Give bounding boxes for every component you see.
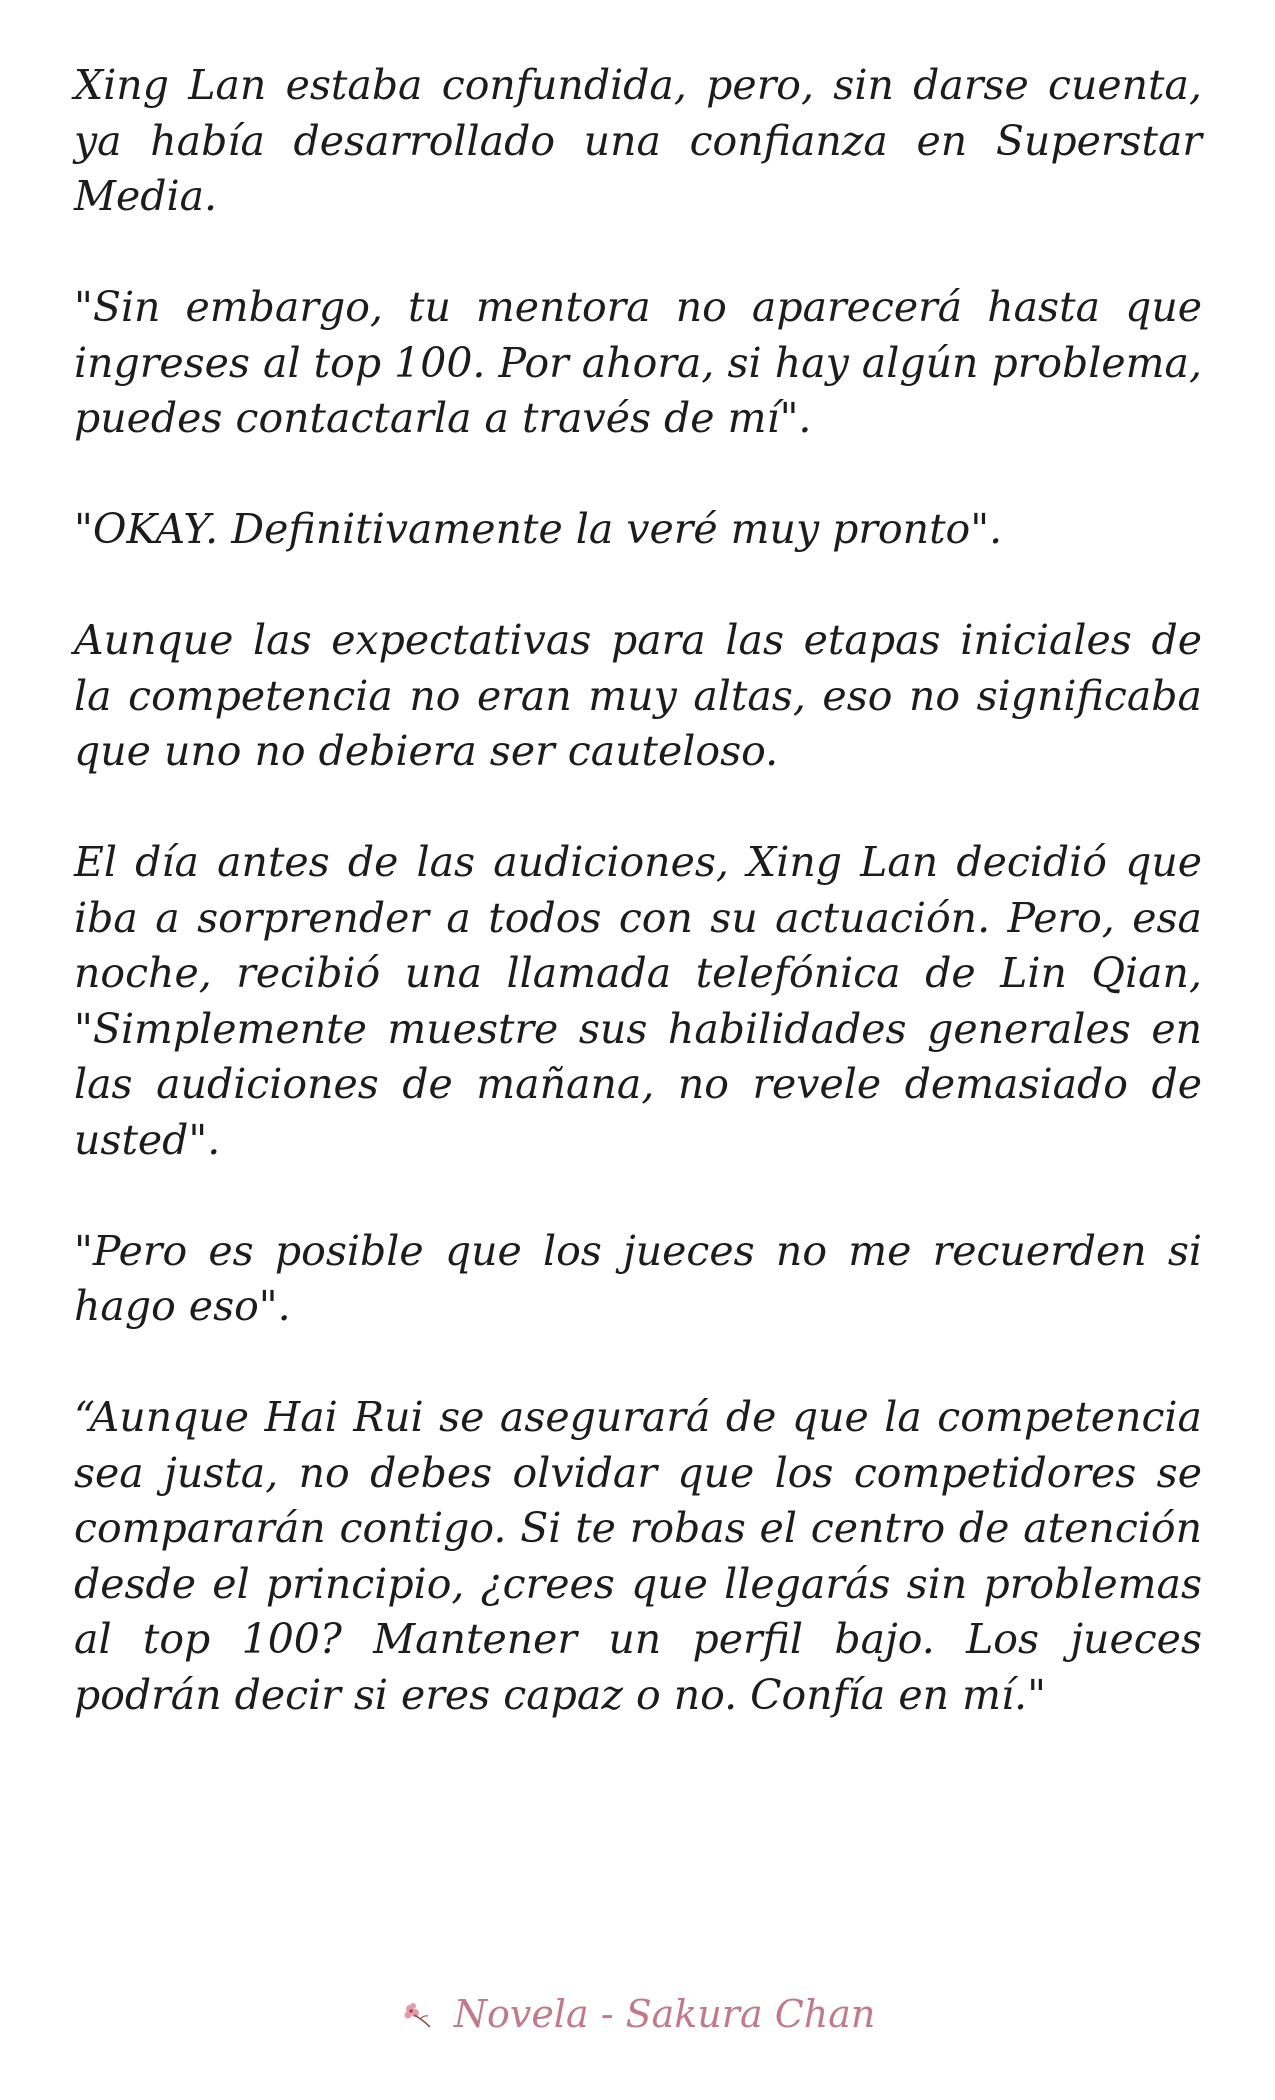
- paragraph-6: "Pero es posible que los jueces no me recuerden si hago eso".: [74, 1226, 1202, 1330]
- chapter-text: [74, 58, 1202, 1779]
- paragraph-1: Xing Lan estaba confundida, pero, sin darse cuenta, ya había desarrollado una confianza en Superstar Media.: [74, 61, 1202, 220]
- watermark-text: Novela - Sakura Chan: [453, 1992, 876, 2036]
- sakura-flower-icon: [400, 1994, 434, 2042]
- paragraph-4: Aunque las expectativas para las etapas iniciales de la competencia no eran muy altas, eso no significaba que uno no debiera ser cauteloso.: [74, 616, 1202, 775]
- paragraph-5: El día antes de las audiciones, Xing Lan decidió que iba a sorprender a todos con su actuación. Pero, esa noche, recibió una llamada telefónica de Lin Qian, "Simplemente muestre sus habilidades generales en las audiciones de mañana, no revele demasiado de usted".: [74, 838, 1202, 1164]
- paragraph-7: “Aunque Hai Rui se asegurará de que la competencia sea justa, no debes olvidar que los competidores se compararán contigo. Si te robas el centro de atención desde el principio, ¿crees que llegarás sin problemas al top 100? Mantener un perfil bajo. Los jueces podrán decir si eres capaz o no. Confía en mí.": [74, 1393, 1202, 1719]
- paragraph-2: "Sin embargo, tu mentora no aparecerá hasta que ingreses al top 100. Por ahora, si hay algún problema, puedes contactarla a través de mí".: [74, 283, 1202, 442]
- paragraph-3: "OKAY. Definitivamente la veré muy pronto".: [74, 505, 1003, 553]
- watermark: [0, 1990, 1275, 2042]
